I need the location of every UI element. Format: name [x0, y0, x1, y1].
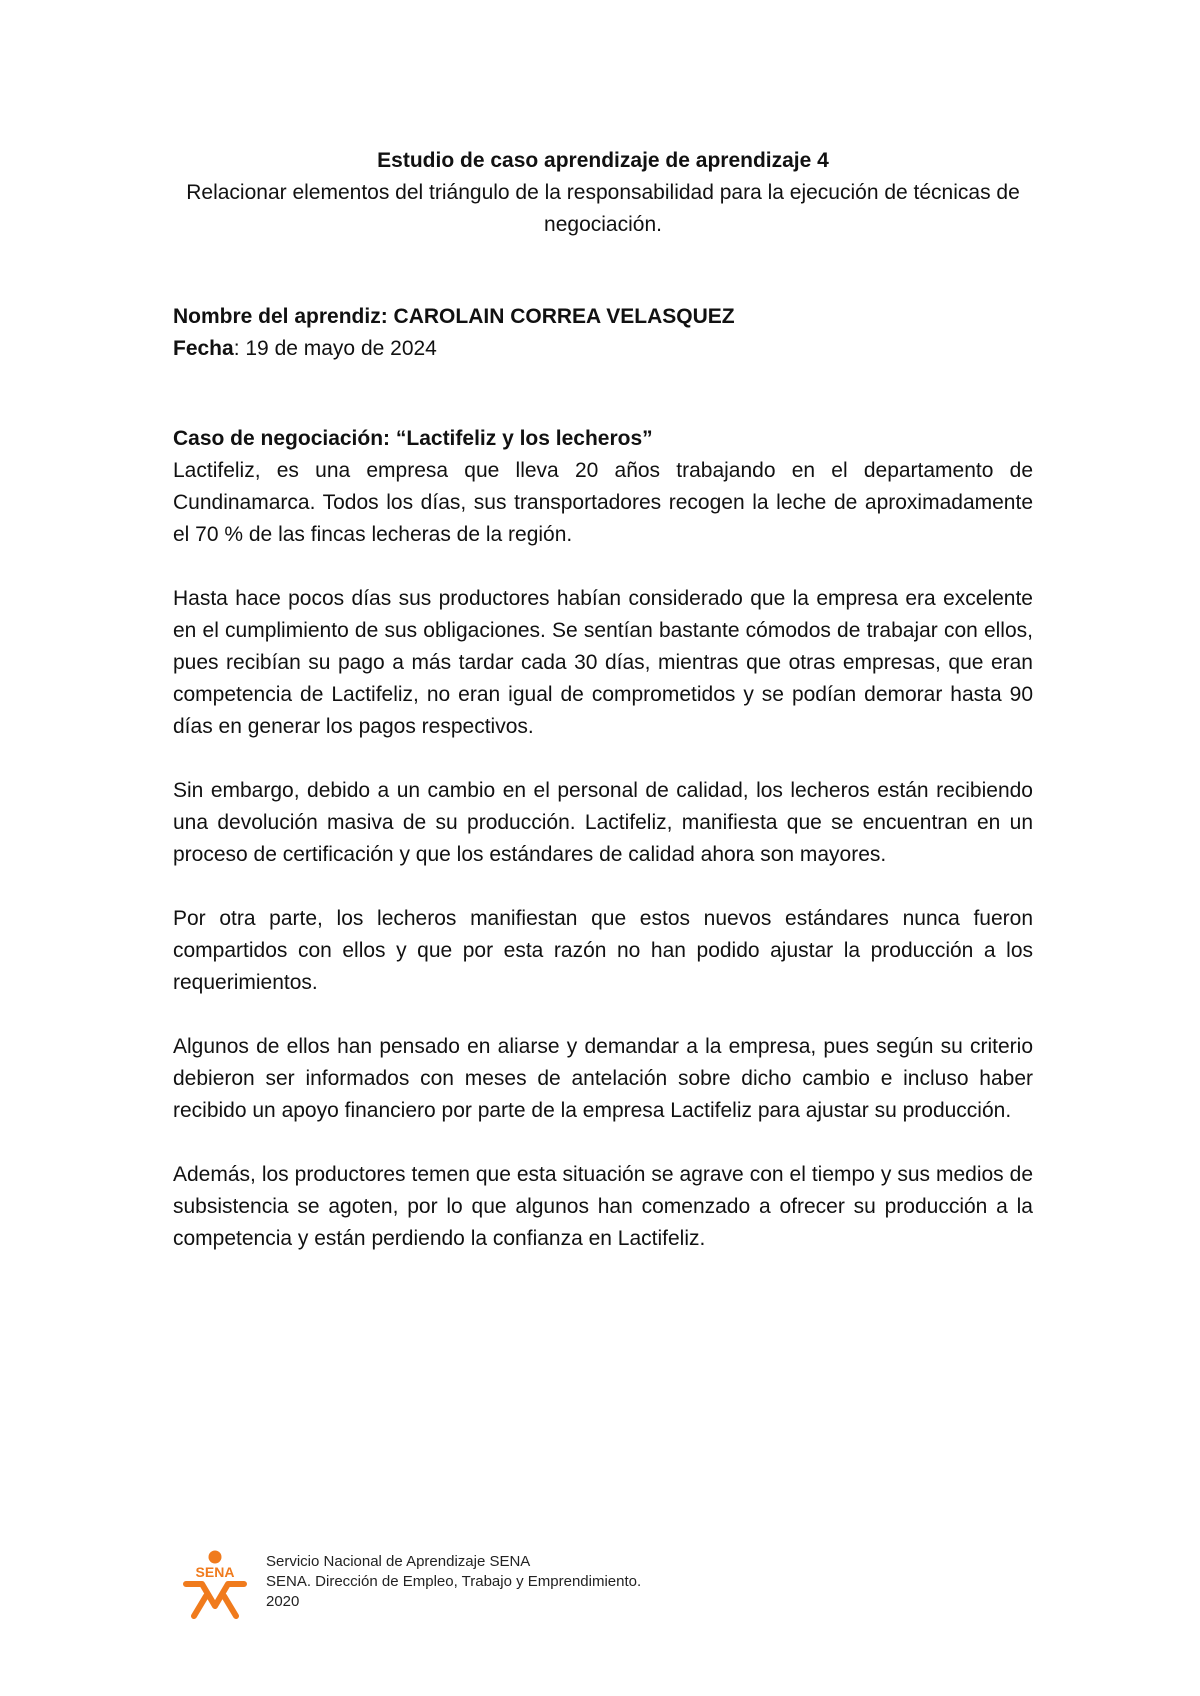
case-title: Caso de negociación: “Lactifeliz y los lecheros” — [173, 427, 653, 450]
sena-logo-icon — [182, 1550, 248, 1620]
date-label: Fecha — [173, 337, 234, 360]
footer-line-1: Servicio Nacional de Aprendizaje SENA — [266, 1553, 531, 1570]
case-paragraph-6: Además, los productores temen que esta situación se agrave con el tiempo y sus medios de subsistencia se agoten, por lo que algunos han comenzado a ofrecer su producción a la competencia y están perdiendo la confianza en Lactifeliz. — [173, 1163, 1033, 1250]
date-value: : 19 de mayo de 2024 — [233, 337, 437, 360]
case-paragraph-3: Sin embargo, debido a un cambio en el personal de calidad, los lecheros están recibiendo una devolución masiva de su producción. Lactifeliz, manifiesta que se encuentran en un proceso de certificación y que los estándares de calidad ahora son mayores. — [173, 779, 1033, 866]
title-block — [173, 145, 1033, 241]
page-footer — [182, 1550, 782, 1620]
student-name-label: Nombre del aprendiz: — [173, 305, 388, 328]
sena-logo-text: SENA — [195, 1564, 235, 1580]
footer-text — [266, 1552, 641, 1612]
document-subtitle: Relacionar elementos del triángulo de la responsabilidad para la ejecución de técnicas de negociación. — [186, 181, 1020, 236]
footer-line-2: SENA. Dirección de Empleo, Trabajo y Emprendimiento. — [266, 1573, 642, 1590]
document-title: Estudio de caso aprendizaje de aprendizaje 4 — [377, 149, 829, 172]
case-paragraph-1: Lactifeliz, es una empresa que lleva 20 años trabajando en el departamento de Cundinamarca. Todos los días, sus transportadores recogen la leche de aproximadamente el 70 % de las fincas lecheras de la región. — [173, 459, 1033, 546]
student-name-value: CAROLAIN CORREA VELASQUEZ — [393, 305, 735, 328]
student-name-line — [173, 301, 1033, 333]
footer-line-3: 2020 — [266, 1593, 300, 1610]
meta-block — [173, 301, 1033, 365]
document-body — [173, 145, 1033, 1287]
case-paragraph-5: Algunos de ellos han pensado en aliarse y demandar a la empresa, pues según su criterio debieron ser informados con meses de antelación sobre dicho cambio e incluso haber recibido un apoyo financiero por parte de la empresa Lactifeliz para ajustar su producción. — [173, 1035, 1033, 1122]
case-paragraph-2: Hasta hace pocos días sus productores habían considerado que la empresa era excelente en el cumplimiento de sus obligaciones. Se sentían bastante cómodos de trabajar con ellos, pues recibían su pago a más tardar cada 30 días, mientras que otras empresas, que eran competencia de Lactifeliz, no eran igual de comprometidos y se podían demorar hasta 90 días en generar los pagos respectivos. — [173, 587, 1033, 738]
date-line — [173, 333, 1033, 365]
case-paragraph-4: Por otra parte, los lecheros manifiestan que estos nuevos estándares nunca fueron compartidos con ellos y que por esta razón no han podido ajustar la producción a los requerimientos. — [173, 907, 1033, 994]
